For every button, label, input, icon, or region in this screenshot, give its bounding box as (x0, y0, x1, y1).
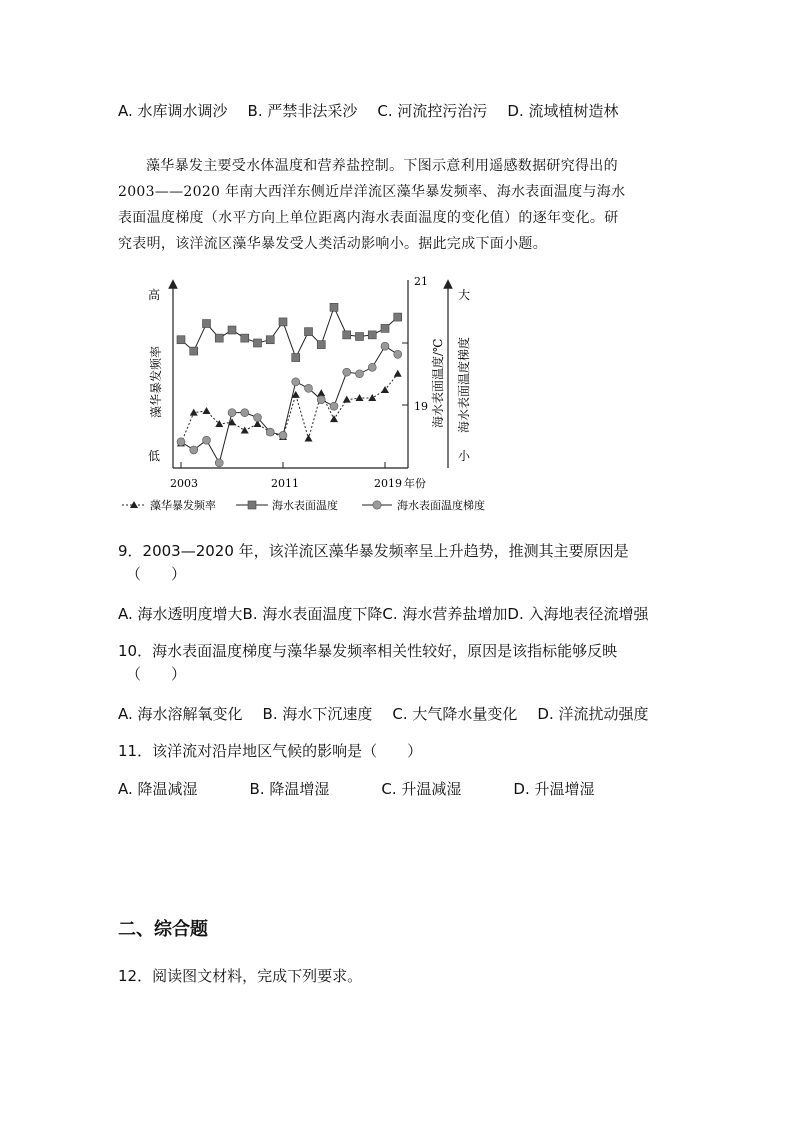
series-2-point-2015 (330, 402, 338, 410)
series-1-point-2012 (292, 354, 300, 362)
series-2-point-2005 (203, 436, 211, 444)
x-tick-label-2003: 2003 (170, 477, 198, 490)
q9-stem: 9．2003—2020 年，该洋流区藻华暴发频率呈上升趋势，推测其主要原因是 (118, 542, 629, 560)
series-2-point-2006 (215, 459, 223, 467)
q8-option-a: A. 水库调水调沙 (118, 102, 228, 120)
series-2-point-2010 (266, 428, 274, 436)
q9-options (118, 603, 648, 624)
gradient-axis-top-label: 大 (458, 288, 471, 302)
temp-tick-19-label: 19 (414, 400, 428, 413)
q10-option-c: C. 大气降水量变化 (392, 705, 518, 723)
series-2-point-2016 (343, 368, 351, 376)
q10-option-a: A. 海水溶解氧变化 (118, 705, 243, 723)
series-2-point-2019 (381, 342, 389, 350)
series-2-point-2013 (305, 384, 313, 392)
legend-temp-label: 海水表面温度 (272, 499, 338, 512)
q10-stem: 10．海水表面温度梯度与藻华暴发频率相关性较好，原因是该指标能够反映 (118, 642, 618, 660)
passage (118, 153, 680, 257)
series-0-point-2015 (330, 415, 338, 422)
series-0-point-2014 (317, 389, 325, 396)
legend (122, 498, 485, 512)
series-line-2 (181, 346, 398, 463)
series-0-point-2017 (356, 394, 364, 401)
series-line-1 (181, 307, 398, 357)
series-1-point-2004 (190, 347, 198, 355)
q10-option-d: D. 洋流扰动强度 (537, 705, 649, 723)
series-1-point-2005 (203, 320, 211, 328)
temp-tick-21-label: 21 (414, 275, 428, 288)
passage-line-4: 究表明，该洋流区藻华暴发受人类活动影响小。据此完成下面小题。 (118, 236, 547, 252)
series-1-point-2018 (368, 331, 376, 339)
legend-gradient-label: 海水表面温度梯度 (397, 499, 485, 512)
series-1-point-2011 (279, 318, 287, 326)
series-2-point-2014 (317, 396, 325, 404)
series-2-point-2007 (228, 409, 236, 417)
x-tick-label-2019: 2019 (374, 477, 402, 490)
series-1-point-2015 (330, 303, 338, 311)
series-1-point-2007 (228, 326, 236, 334)
algal-bloom-chart (118, 268, 518, 518)
legend-temp-marker (248, 501, 256, 509)
q9-answer-paren: （ ） (126, 565, 187, 583)
series-layer (177, 303, 402, 467)
x-tick-label-2011: 2011 (271, 477, 299, 490)
series-1-point-2016 (343, 331, 351, 339)
q12-stem: 12．阅读图文材料，完成下列要求。 (118, 967, 363, 985)
series-0-point-2016 (343, 396, 351, 403)
q11-options (118, 778, 594, 799)
left-axis-bottom-label: 低 (148, 449, 161, 463)
series-2-point-2003 (177, 438, 185, 446)
series-0-point-2013 (305, 435, 313, 442)
passage-line-2: 2003——2020 年南大西洋东侧近岸洋流区藻华暴发频率、海水表面温度与海水 (118, 184, 626, 200)
gradient-axis-bottom-label: 小 (458, 449, 471, 463)
passage-line-3: 表面温度梯度（水平方向上单位距离内海水表面温度的变化值）的逐年变化。研 (118, 210, 619, 226)
series-1-point-2008 (241, 334, 249, 342)
series-1-point-2020 (394, 313, 402, 321)
q11-option-c: C. 升温减湿 (381, 780, 462, 798)
q8-options (118, 100, 638, 121)
q9-option-d: D. 入海地表径流增强 (507, 605, 649, 623)
q9-option-b: B. 海水表面温度下降 (242, 605, 383, 623)
series-2-point-2008 (241, 409, 249, 417)
x-axis-unit: 年份 (404, 477, 426, 490)
q9-option-a: A. 海水透明度增大 (118, 605, 243, 623)
series-1-point-2019 (381, 324, 389, 332)
series-1-point-2006 (215, 334, 223, 342)
series-0-point-2005 (203, 407, 211, 414)
temp-axis-title: 海水表面温度/℃ (431, 338, 445, 428)
gradient-axis-title: 海水表面温度梯度 (457, 336, 471, 433)
series-0-point-2018 (368, 394, 376, 401)
series-1-point-2003 (177, 336, 185, 344)
series-2-point-2011 (279, 431, 287, 439)
series-2-point-2004 (190, 446, 198, 454)
legend-bloom-label: 藻华暴发频率 (150, 499, 216, 512)
series-2-point-2018 (368, 363, 376, 371)
series-2-point-2012 (292, 378, 300, 386)
q9-option-c: C. 海水营养盐增加 (382, 605, 508, 623)
section-heading: 二、综合题 (118, 919, 208, 940)
series-1-point-2009 (254, 339, 262, 347)
series-2-point-2017 (356, 370, 364, 378)
left-axis-top-label: 高 (148, 288, 161, 302)
q8-option-b: B. 严禁非法采沙 (247, 102, 358, 120)
legend-gradient-marker (373, 501, 381, 509)
q8-option-c: C. 河流控污治污 (377, 102, 488, 120)
passage-line-1: 藻华暴发主要受水体温度和营养盐控制。下图示意利用遥感数据研究得出的 (146, 158, 618, 174)
q10-options (118, 703, 668, 724)
series-0-point-2020 (394, 370, 402, 377)
series-0-point-2008 (241, 426, 249, 433)
q11-option-b: B. 降温增湿 (249, 780, 330, 798)
q8-option-d: D. 流域植树造林 (507, 102, 619, 120)
q11-option-a: A. 降温减湿 (118, 780, 198, 798)
series-1-point-2013 (305, 328, 313, 336)
q11-option-d: D. 升温增湿 (513, 780, 595, 798)
series-1-point-2010 (266, 336, 274, 344)
series-2-point-2020 (394, 350, 402, 358)
series-1-point-2014 (317, 341, 325, 349)
q10-option-b: B. 海水下沉速度 (262, 705, 373, 723)
series-2-point-2009 (254, 414, 262, 422)
series-1-point-2017 (356, 333, 364, 341)
q11-stem: 11．该洋流对沿岸地区气候的影响是（ ） (118, 742, 423, 760)
q10-answer-paren: （ ） (126, 665, 187, 683)
left-axis-title: 藻华暴发频率 (149, 345, 163, 418)
